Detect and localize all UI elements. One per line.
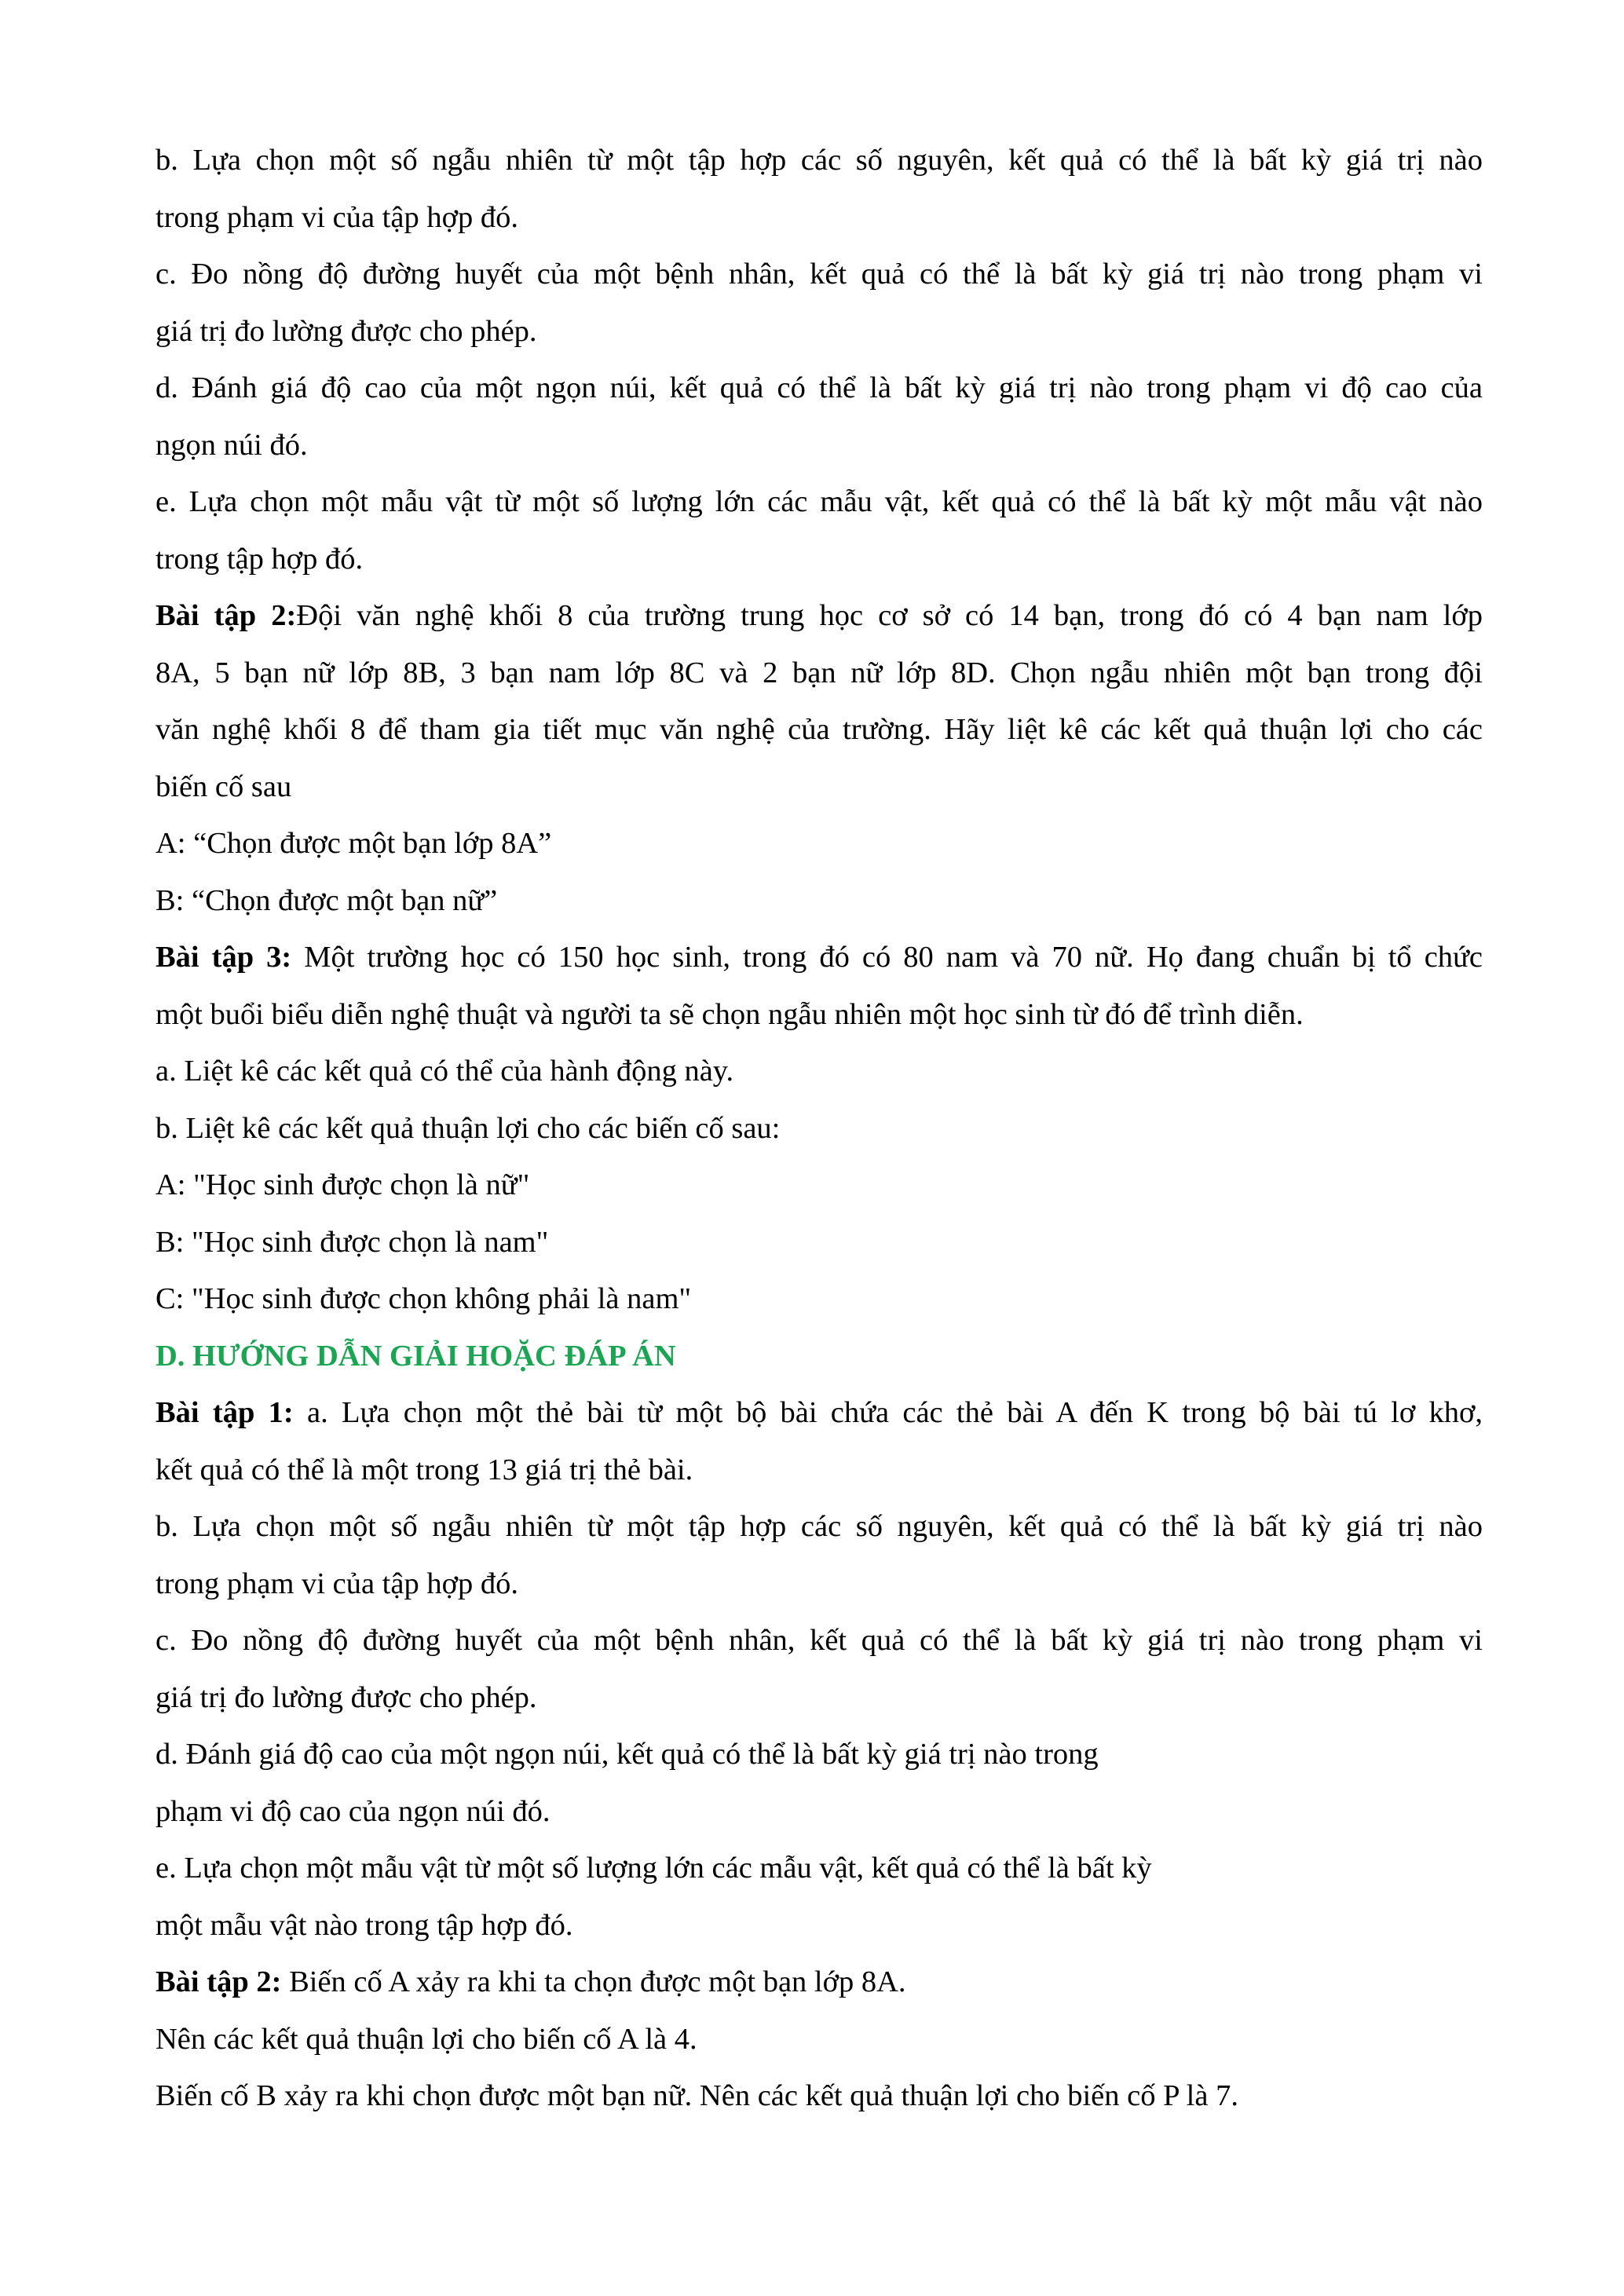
answer1-e-line2: một mẫu vật nào trong tập hợp đó.	[155, 1908, 573, 1942]
paragraph-b-line2: trong phạm vi của tập hợp đó.	[155, 200, 518, 234]
exercise3-line1	[155, 929, 1483, 986]
answer1-d-line2: phạm vi độ cao của ngọn núi đó.	[155, 1794, 550, 1828]
document-page	[155, 132, 1483, 2125]
answer1-b-line1: b. Lựa chọn một số ngẫu nhiên từ một tập hợp các số nguyên, kết quả có thể là bất kỳ giá trị nào	[155, 1510, 1483, 1543]
exercise3-item-b: b. Liệt kê các kết quả thuận lợi cho các biến cố sau:	[155, 1111, 781, 1145]
answer2-label: Bài tập 2:	[155, 1965, 282, 1998]
exercise3-event-a: A: "Học sinh được chọn là nữ"	[155, 1168, 530, 1201]
exercise3-label: Bài tập 3:	[155, 941, 292, 974]
answer1-a-line1	[155, 1384, 1483, 1442]
exercise3-event-c: C: "Học sinh được chọn không phải là nam"	[155, 1282, 692, 1315]
answer1-a-line2: kết quả có thể là một trong 13 giá trị thẻ bài.	[155, 1453, 693, 1486]
exercise3-text-1: Một trường học có 150 học sinh, trong đó có 80 nam và 70 nữ. Họ đang chuẩn bị tổ chức	[291, 941, 1483, 974]
exercise3-line2: một buổi biểu diễn nghệ thuật và người ta sẽ chọn ngẫu nhiên một học sinh từ đó để trình diễn.	[155, 997, 1304, 1031]
answer1-a-text: a. Lựa chọn một thẻ bài từ một bộ bài chứa các thẻ bài A đến K trong bộ bài tú lơ khơ,	[293, 1396, 1483, 1429]
exercise2-text-1: Đội văn nghệ khối 8 của trường trung học cơ sở có 14 bạn, trong đó có 4 bạn nam lớp	[296, 599, 1483, 632]
exercise2-line1	[155, 587, 1483, 645]
answer1-c-line1: c. Đo nồng độ đường huyết của một bệnh nhân, kết quả có thể là bất kỳ giá trị nào trong phạm vi	[155, 1624, 1483, 1657]
answer2-line3: Biến cố B xảy ra khi chọn được một bạn nữ. Nên các kết quả thuận lợi cho biến cố P là 7.	[155, 2079, 1238, 2112]
exercise2-line2: 8A, 5 bạn nữ lớp 8B, 3 bạn nam lớp 8C và 2 bạn nữ lớp 8D. Chọn ngẫu nhiên một bạn trong đội	[155, 656, 1483, 689]
answer1-b-line2: trong phạm vi của tập hợp đó.	[155, 1567, 518, 1600]
answer1-c-line2: giá trị đo lường được cho phép.	[155, 1680, 537, 1714]
exercise2-label: Bài tập 2:	[155, 599, 297, 632]
paragraph-c-line1: c. Đo nồng độ đường huyết của một bệnh nhân, kết quả có thể là bất kỳ giá trị nào trong phạm vi	[155, 258, 1483, 291]
paragraph-c-line2: giá trị đo lường được cho phép.	[155, 314, 537, 348]
exercise2-line4: biến cố sau	[155, 770, 292, 803]
answer1-e-line1: e. Lựa chọn một mẫu vật từ một số lượng lớn các mẫu vật, kết quả có thể là bất kỳ	[155, 1852, 1152, 1885]
answer2-line2: Nên các kết quả thuận lợi cho biến cố A là 4.	[155, 2022, 697, 2056]
exercise2-line3: văn nghệ khối 8 để tham gia tiết mục văn nghệ của trường. Hãy liệt kê các kết quả thuận lợi cho các	[155, 713, 1483, 746]
exercise3-item-a: a. Liệt kê các kết quả có thể của hành động này.	[155, 1055, 734, 1088]
answer1-d-line1: d. Đánh giá độ cao của một ngọn núi, kết quả có thể là bất kỳ giá trị nào trong	[155, 1738, 1099, 1771]
answers-heading: D. HƯỚNG DẪN GIẢI HOẶC ĐÁP ÁN	[155, 1339, 676, 1373]
exercise2-event-a: A: “Chọn được một bạn lớp 8A”	[155, 827, 552, 860]
answer2-text-1: Biến cố A xảy ra khi ta chọn được một bạn lớp 8A.	[281, 1965, 906, 1998]
exercise3-event-b: B: "Học sinh được chọn là nam"	[155, 1225, 549, 1259]
answer2-line1	[155, 1954, 1483, 2011]
paragraph-d-line2: ngọn núi đó.	[155, 428, 308, 462]
paragraph-e-line1: e. Lựa chọn một mẫu vật từ một số lượng lớn các mẫu vật, kết quả có thể là bất kỳ một mẫu vật nào	[155, 485, 1483, 518]
paragraph-b-line1: b. Lựa chọn một số ngẫu nhiên từ một tập hợp các số nguyên, kết quả có thể là bất kỳ giá trị nào	[155, 144, 1483, 177]
answer1-label: Bài tập 1:	[155, 1396, 294, 1429]
paragraph-e-line2: trong tập hợp đó.	[155, 542, 364, 576]
paragraph-d-line1: d. Đánh giá độ cao của một ngọn núi, kết quả có thể là bất kỳ giá trị nào trong phạm vi độ cao của	[155, 371, 1483, 404]
exercise2-event-b: B: “Chọn được một bạn nữ”	[155, 883, 498, 917]
